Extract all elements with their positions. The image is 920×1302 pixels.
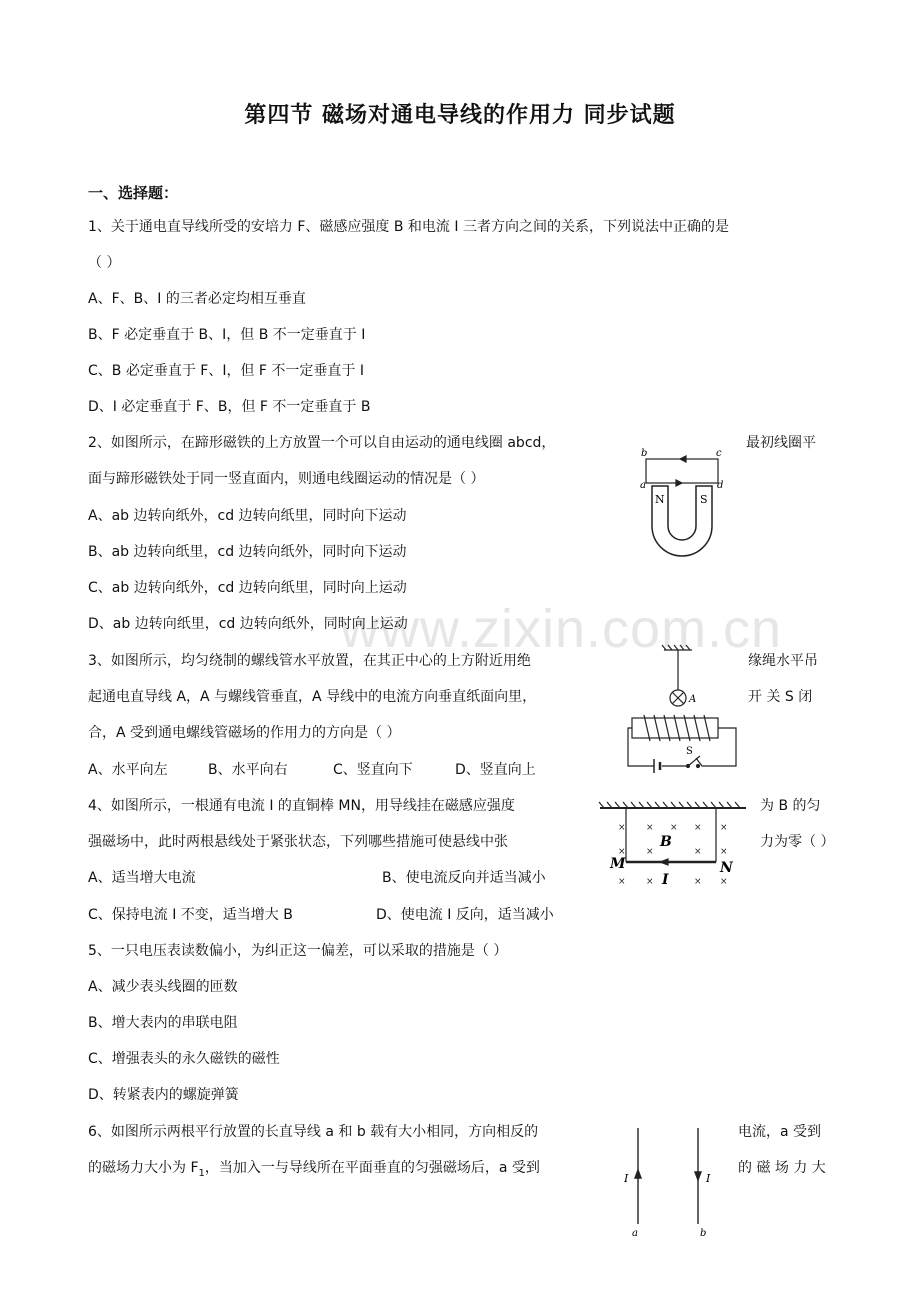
q6-stem-line2: 的磁场力大小为 $F_1$，当加入一与导线所在平面垂直的匀强磁场后，a 受到 [88,1160,540,1179]
copper-rod-figure [598,796,748,892]
q1-stem-line2: （ ） [88,255,121,271]
label-current-a: I [624,1172,629,1185]
current-arrow-bottom [676,480,682,486]
svg-text:×: × [694,823,702,833]
current-arrow-top [680,456,686,462]
section-heading: 一、选择题： [88,184,179,202]
q4-stem-line1: 4、如图所示，一根通有电流 I 的直铜棒 MN，用导线挂在磁感应强度 [88,798,515,814]
label-n: N [720,860,733,876]
horseshoe-magnet-figure [636,446,732,566]
svg-text:×: × [694,877,702,887]
label-d: d [717,480,724,491]
q6-stem-line1: 6、如图所示两根平行放置的长直导线 a 和 b 载有大小相同，方向相反的 [88,1124,539,1140]
pole-n: N [655,493,665,506]
q5-option-b: B、增大表内的串联电阻 [88,1015,238,1031]
svg-text:×: × [720,847,728,857]
parallel-wires-figure [618,1124,718,1244]
q3-stem-line1-right: 缘绳水平吊 [748,653,818,669]
pole-s: S [700,493,708,506]
q3-stem-line3: 合，A 受到通电螺线管磁场的作用力的方向是（ ） [88,725,401,741]
watermark: www.zixin.com.cn [340,599,783,659]
label-current-b: I [706,1172,711,1185]
q2-option-a: A、ab 边转向纸外，cd 边转向纸里，同时向下运动 [88,508,407,524]
svg-text:×: × [646,847,654,857]
q5-option-d: D、转紧表内的螺旋弹簧 [88,1087,239,1103]
q3-option-a: A、水平向左 [88,762,168,778]
q2-stem-line1: 2、如图所示，在蹄形磁铁的上方放置一个可以自由运动的通电线圈 abcd， [88,435,556,451]
q1-option-a: A、F、B、I 的三者必定均相互垂直 [88,291,306,307]
q5-option-c: C、增强表头的永久磁铁的磁性 [88,1051,280,1067]
q3-option-d: D、竖直向上 [455,762,536,778]
q4-option-b: B、使电流反向并适当减小 [382,870,546,886]
q4-option-c: C、保持电流 I 不变，适当增大 B [88,907,293,923]
q2-stem-line1-right: 最初线圈平 [746,435,816,451]
svg-text:×: × [646,823,654,833]
svg-text:×: × [646,877,654,887]
q2-stem-line2: 面与蹄形磁铁处于同一竖直面内，则通电线圈运动的情况是（ ） [88,471,485,487]
label-wire-a: A [689,694,697,705]
q4-option-d: D、使电流 I 反向，适当减小 [376,907,554,923]
q4-stem-line1-right: 为 B 的匀 [760,798,821,814]
label-b: b [641,448,648,459]
label-field-b: B [660,834,672,850]
q4-stem-line2: 强磁场中，此时两根悬线处于紧张状态，下列哪些措施可使悬线中张 [88,834,508,850]
svg-text:×: × [670,823,678,833]
q3-stem-line2: 起通电直导线 A，A 与螺线管垂直，A 导线中的电流方向垂直纸面向里， [88,689,537,705]
label-wire-a: a [632,1228,638,1239]
q4-option-a: A、适当增大电流 [88,870,196,886]
label-c: c [716,448,722,459]
circuit-wire [628,728,736,766]
q5-option-a: A、减少表头线圈的匝数 [88,979,238,995]
q1-option-c: C、B 必定垂直于 F、I，但 F 不一定垂直于 I [88,363,364,379]
page-title: 第四节 磁场对通电导线的作用力 同步试题 [244,103,676,128]
arrow-down [695,1172,701,1180]
q1-option-d: D、I 必定垂直于 F、B，但 F 不一定垂直于 B [88,399,371,415]
label-wire-b: b [700,1228,707,1239]
q3-stem-line1: 3、如图所示，均匀绕制的螺线管水平放置，在其正中心的上方附近用绝 [88,653,531,669]
coil-rectangle [646,459,718,483]
q1-stem-line1: 1、关于通电直导线所受的安培力 F、磁感应强度 B 和电流 I 三者方向之间的关系，下列说法中正确的是 [88,219,729,235]
svg-text:×: × [618,847,626,857]
solenoid-figure [624,642,740,774]
label-current-i: I [662,872,669,888]
q2-option-c: C、ab 边转向纸外，cd 边转向纸里，同时向上运动 [88,580,407,596]
q6-stem-line2-right: 的 磁 场 力 大 [738,1160,826,1176]
q2-option-b: B、ab 边转向纸里，cd 边转向纸外，同时向下运动 [88,544,407,560]
q2-option-d: D、ab 边转向纸里，cd 边转向纸外，同时向上运动 [88,616,408,632]
svg-text:×: × [720,877,728,887]
label-switch: S [686,746,693,757]
field-crosses [618,823,728,887]
arrow-up [635,1170,641,1178]
q4-stem-line2-right: 力为零（ ） [760,834,835,850]
q1-option-b: B、F 必定垂直于 B、I，但 B 不一定垂直于 I [88,327,366,343]
q6-stem-line1-right: 电流，a 受到 [738,1124,822,1140]
label-a: a [640,480,646,491]
q3-option-c: C、竖直向下 [333,762,413,778]
svg-text:×: × [694,847,702,857]
svg-text:×: × [618,877,626,887]
q3-option-b: B、水平向右 [208,762,288,778]
q3-stem-line2-right: 开 关 S 闭 [748,689,813,705]
svg-text:×: × [618,823,626,833]
svg-text:×: × [720,823,728,833]
label-m: M [610,856,626,872]
q5-stem: 5、一只电压表读数偏小，为纠正这一偏差，可以采取的措施是（ ） [88,943,508,959]
